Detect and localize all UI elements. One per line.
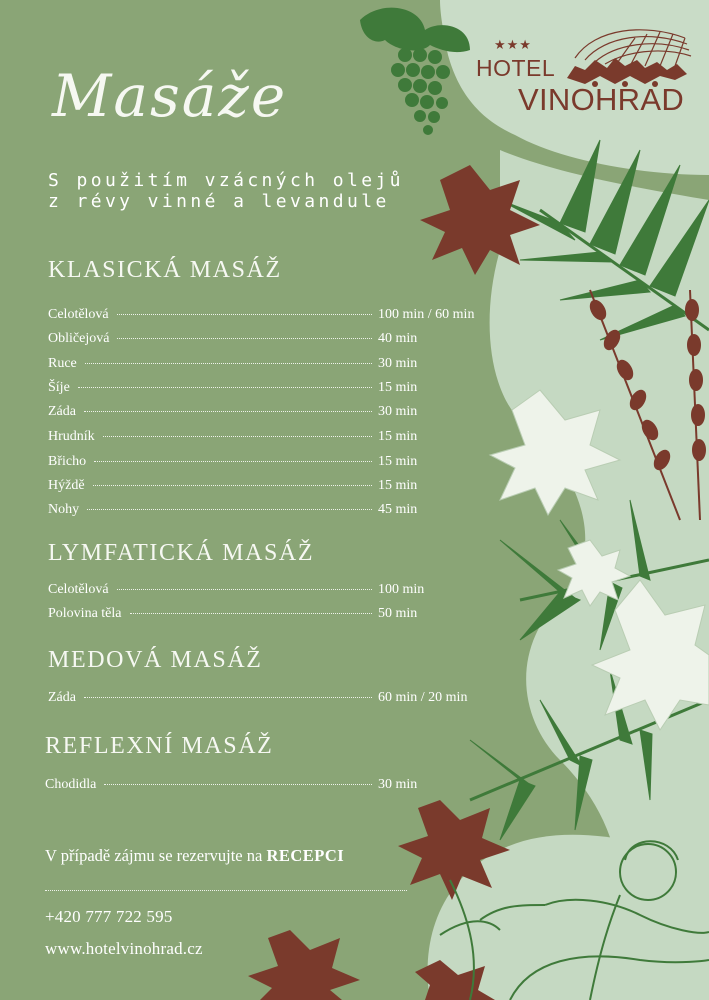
website-link[interactable]: www.hotelvinohrad.cz bbox=[45, 939, 203, 958]
price-row bbox=[48, 502, 508, 520]
dot-leader bbox=[103, 436, 372, 437]
hotel-stars: ★★★ bbox=[494, 38, 532, 53]
section-heading-klasicka: KLASICKÁ MASÁŽ bbox=[48, 257, 282, 283]
page-title: Masáže bbox=[52, 62, 288, 130]
item-name: Celotělová bbox=[48, 582, 109, 597]
item-name: Obličejová bbox=[48, 331, 110, 346]
item-name: Hrudník bbox=[48, 429, 95, 444]
item-duration: 30 min bbox=[378, 356, 418, 371]
reception-emphasis: RECEPCI bbox=[266, 846, 345, 865]
hotel-name: VINOHRAD bbox=[518, 82, 685, 117]
dot-leader bbox=[85, 363, 372, 364]
section-heading-reflexni: REFLEXNÍ MASÁŽ bbox=[45, 733, 274, 759]
vineyard-logo-icon bbox=[565, 18, 695, 88]
price-row bbox=[48, 380, 508, 398]
item-name: Břicho bbox=[48, 454, 87, 469]
dot-leader bbox=[117, 338, 372, 339]
item-duration: 100 min bbox=[378, 582, 425, 597]
dot-leader bbox=[130, 613, 373, 614]
item-duration: 15 min bbox=[378, 478, 418, 493]
item-name: Záda bbox=[48, 404, 76, 419]
item-name: Ruce bbox=[48, 356, 77, 371]
section-heading-lymfaticka: LYMFATICKÁ MASÁŽ bbox=[48, 540, 315, 566]
item-duration: 45 min bbox=[378, 502, 418, 517]
item-duration: 50 min bbox=[378, 606, 418, 621]
item-duration: 15 min bbox=[378, 429, 418, 444]
price-row bbox=[48, 690, 508, 708]
price-row bbox=[45, 777, 508, 795]
dot-leader bbox=[117, 589, 372, 590]
dot-leader bbox=[104, 784, 372, 785]
dot-leader bbox=[117, 314, 372, 315]
price-row bbox=[48, 404, 508, 422]
section-heading-medova: MEDOVÁ MASÁŽ bbox=[48, 647, 263, 673]
dot-leader bbox=[78, 387, 372, 388]
item-name: Záda bbox=[48, 690, 76, 705]
subtitle-line-1: S použitím vzácných olejů bbox=[48, 170, 404, 191]
item-name: Polovina těla bbox=[48, 606, 122, 621]
price-row bbox=[48, 582, 508, 600]
price-row bbox=[48, 606, 508, 624]
price-row bbox=[48, 307, 508, 325]
dot-leader bbox=[93, 485, 372, 486]
subtitle-line-2: z révy vinné a levandule bbox=[48, 191, 390, 212]
item-duration: 15 min bbox=[378, 454, 418, 469]
item-duration: 60 min / 20 min bbox=[378, 690, 468, 705]
hotel-label: HOTEL bbox=[476, 55, 556, 81]
item-duration: 40 min bbox=[378, 331, 418, 346]
reservation-text: V případě zájmu se rezervujte na bbox=[45, 846, 263, 865]
item-duration: 30 min bbox=[378, 777, 418, 792]
dot-leader bbox=[84, 411, 372, 412]
contact-divider bbox=[45, 890, 407, 891]
item-duration: 30 min bbox=[378, 404, 418, 419]
item-name: Hýždě bbox=[48, 478, 85, 493]
item-name: Šíje bbox=[48, 380, 70, 395]
item-name: Celotělová bbox=[48, 307, 109, 322]
item-name: Nohy bbox=[48, 502, 80, 517]
price-row bbox=[48, 356, 508, 374]
item-name: Chodidla bbox=[45, 777, 97, 792]
price-row bbox=[48, 478, 508, 496]
dot-leader bbox=[94, 461, 372, 462]
price-row bbox=[48, 331, 508, 349]
dot-leader bbox=[84, 697, 372, 698]
item-duration: 100 min / 60 min bbox=[378, 307, 475, 322]
dot-leader bbox=[87, 509, 372, 510]
hotel-logo bbox=[470, 18, 700, 128]
item-duration: 15 min bbox=[378, 380, 418, 395]
reservation-note bbox=[45, 846, 344, 866]
price-row bbox=[48, 429, 508, 447]
price-row bbox=[48, 454, 508, 472]
phone-number[interactable]: +420 777 722 595 bbox=[45, 907, 173, 926]
